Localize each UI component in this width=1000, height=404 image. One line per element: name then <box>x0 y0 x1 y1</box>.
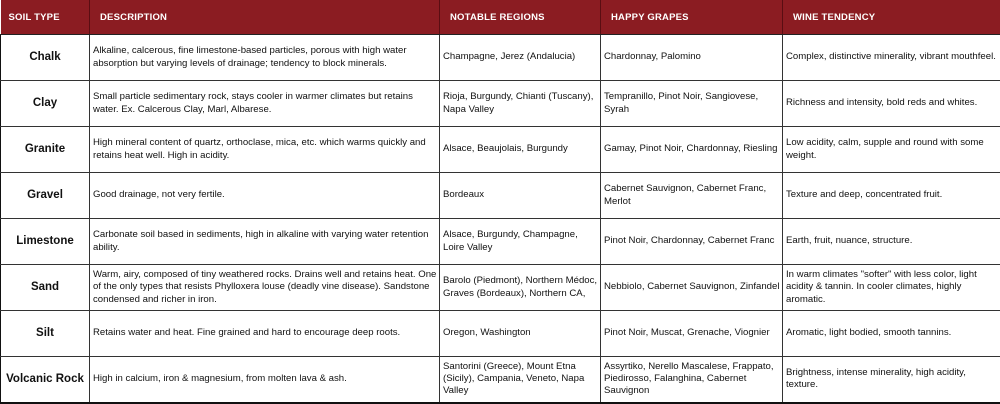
tendency-cell: Texture and deep, concentrated fruit. <box>783 173 1000 219</box>
description-cell: Warm, airy, composed of tiny weathered rocks. Drains well and retains heat. One of the only types that resists Phylloxera louse (deadly vine disease). Sandstone condensed and richer in iron. <box>90 265 440 311</box>
header-wine-tendency: WINE TENDENCY <box>783 0 1000 35</box>
table-row <box>1 311 1000 357</box>
grapes-cell: Pinot Noir, Muscat, Grenache, Viognier <box>601 311 783 357</box>
grapes-cell: Assyrtiko, Nerello Mascalese, Frappato, Piedirosso, Falanghina, Cabernet Sauvignon <box>601 357 783 403</box>
regions-cell: Oregon, Washington <box>440 311 601 357</box>
grapes-cell: Chardonnay, Palomino <box>601 35 783 81</box>
regions-cell: Rioja, Burgundy, Chianti (Tuscany), Napa Valley <box>440 81 601 127</box>
description-cell: Carbonate soil based in sediments, high in alkaline with varying water retention ability. <box>90 219 440 265</box>
table-header <box>1 0 1000 35</box>
tendency-cell: Earth, fruit, nuance, structure. <box>783 219 1000 265</box>
table-row <box>1 357 1000 403</box>
description-cell: Alkaline, calcerous, fine limestone-based particles, porous with high water absorption but varying levels of drainage; tendency to block minerals. <box>90 35 440 81</box>
header-row <box>1 0 1000 35</box>
grapes-cell: Nebbiolo, Cabernet Sauvignon, Zinfandel <box>601 265 783 311</box>
header-happy-grapes: HAPPY GRAPES <box>601 0 783 35</box>
soil-type-cell: Clay <box>1 81 90 127</box>
tendency-cell: Aromatic, light bodied, smooth tannins. <box>783 311 1000 357</box>
table-row <box>1 265 1000 311</box>
table-row <box>1 127 1000 173</box>
grapes-cell: Cabernet Sauvignon, Cabernet Franc, Merlot <box>601 173 783 219</box>
regions-cell: Champagne, Jerez (Andalucia) <box>440 35 601 81</box>
description-cell: Small particle sedimentary rock, stays cooler in warmer climates but retains water. Ex. Calcerous Clay, Marl, Albarese. <box>90 81 440 127</box>
header-description: DESCRIPTION <box>90 0 440 35</box>
tendency-cell: Low acidity, calm, supple and round with some weight. <box>783 127 1000 173</box>
header-soil-type: SOIL TYPE <box>1 0 90 35</box>
regions-cell: Barolo (Piedmont), Northern Médoc, Graves (Bordeaux), Northern CA, <box>440 265 601 311</box>
tendency-cell: In warm climates "softer" with less color, light acidity & tannin. In cooler climates, highly aromatic. <box>783 265 1000 311</box>
regions-cell: Santorini (Greece), Mount Etna (Sicily), Campania, Veneto, Napa Valley <box>440 357 601 403</box>
table-row <box>1 81 1000 127</box>
regions-cell: Alsace, Burgundy, Champagne, Loire Valley <box>440 219 601 265</box>
header-notable-regions: NOTABLE REGIONS <box>440 0 601 35</box>
tendency-cell: Complex, distinctive minerality, vibrant mouthfeel. <box>783 35 1000 81</box>
description-cell: Good drainage, not very fertile. <box>90 173 440 219</box>
table-row <box>1 173 1000 219</box>
regions-cell: Alsace, Beaujolais, Burgundy <box>440 127 601 173</box>
soil-type-cell: Sand <box>1 265 90 311</box>
regions-cell: Bordeaux <box>440 173 601 219</box>
description-cell: High mineral content of quartz, orthoclase, mica, etc. which warms quickly and retains heat well. High in acidity. <box>90 127 440 173</box>
tendency-cell: Richness and intensity, bold reds and whites. <box>783 81 1000 127</box>
table-row <box>1 219 1000 265</box>
tendency-cell: Brightness, intense minerality, high acidity, texture. <box>783 357 1000 403</box>
description-cell: High in calcium, iron & magnesium, from molten lava & ash. <box>90 357 440 403</box>
description-cell: Retains water and heat. Fine grained and hard to encourage deep roots. <box>90 311 440 357</box>
grapes-cell: Tempranillo, Pinot Noir, Sangiovese, Syrah <box>601 81 783 127</box>
soil-type-cell: Volcanic Rock <box>1 357 90 403</box>
grapes-cell: Gamay, Pinot Noir, Chardonnay, Riesling <box>601 127 783 173</box>
soil-type-cell: Gravel <box>1 173 90 219</box>
soil-type-cell: Silt <box>1 311 90 357</box>
table-body <box>1 35 1000 403</box>
soil-type-cell: Limestone <box>1 219 90 265</box>
table-row <box>1 35 1000 81</box>
soil-type-cell: Granite <box>1 127 90 173</box>
soil-type-cell: Chalk <box>1 35 90 81</box>
grapes-cell: Pinot Noir, Chardonnay, Cabernet Franc <box>601 219 783 265</box>
